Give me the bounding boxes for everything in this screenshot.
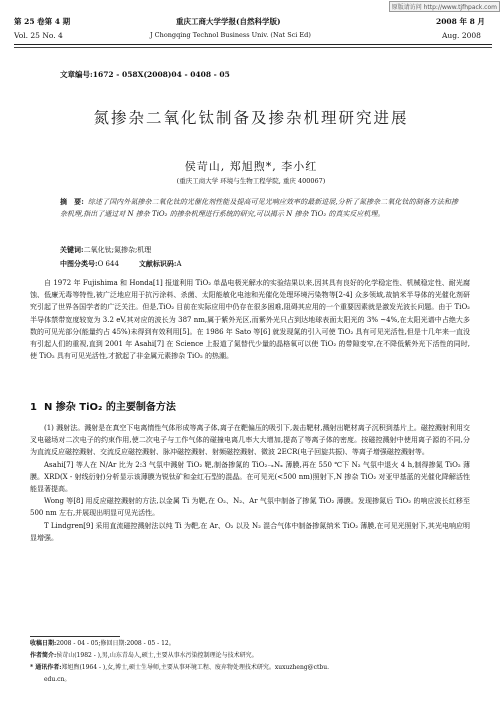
clc-value: O 644 [97,260,119,268]
header-rule [14,44,492,45]
corr-label: * 通讯作者: [30,664,62,671]
keywords [60,245,151,255]
classification [60,259,182,269]
abstract-text: 综述了国内外氮掺杂二氧化钛的光催化剂性能及提高可见光响应效率的最新进展,分析了氮掺杂二氧化钛的制备方法和掺杂机理,指出了通过对 N 掺杂 TiO₂ 的掺杂机理进行系统的研究,可以揭示 N 掺杂 TiO₂ 的真实反应机理。 [60,198,458,218]
doc-code-label: 文献标识码: [138,259,177,268]
header-volume-cn: 第 25 卷第 4 期 [14,17,71,26]
footnotes [30,638,470,686]
section-number: 1 [30,402,37,413]
watermark-stamp: 原版请访问 http://www.tjfhpack.com [389,1,500,12]
header-journal-en: J Chongqing Technol Business Univ. (Nat Sci Ed) [150,31,311,39]
keywords-label: 关键词: [60,245,84,254]
header-journal-cn: 重庆工商大学学报(自然科学版) [176,17,281,26]
abstract-label: 摘 要: [60,197,84,206]
paper-title: 氮掺杂二氧化钛制备及掺杂机理研究进展 [93,109,409,127]
affiliation: (重庆工商大学 环境与生物工程学院, 重庆 400067) [176,177,326,185]
doc-code-value: A [176,260,182,268]
lindgren-paragraph: T Lindgren[9] 采用直流磁控溅射法以纯 Ti 为靶,在 Ar、O₂ 以及 N₂ 混合气体中制备掺氮纳米 TiO₂ 薄膜,在可见光照射下,其光电响应明显增强。 [30,521,470,542]
article-number: 文章编号:1672 - 058X(2008)04 - 0408 - 05 [60,70,230,79]
received-text: 2008 - 04 - 05;修回日期:2008 - 05 - 12。 [56,640,175,647]
asahi-paragraph: Asahi[7] 等人在 N/Ar 比为 2:3 气氛中溅射 TiO₂ 靶,制备掺氮的 TiO₂₋ₓNₓ 薄膜,再在 550 ℃下 N₂ 气氛中退火 4 h,制得掺氮 TiO₂ 薄膜。XRD(X - 射线衍射)分析显示该薄膜为锐钛矿和金红石型的混晶。在可见光(<500 nm)照射下,N 掺杂 TiO₂ 对亚甲基蓝的光催化降解活性能显著提高。 [30,460,470,494]
section-title: N 掺杂 TiO₂ 的主要制备方法 [43,402,176,413]
footnote-author [30,650,470,662]
author-list: 侯苛山, 郑旭煦*, 李小红 [184,160,318,173]
abstract [60,196,458,220]
author-bio-text: 侯苛山(1982 - ),男,山东青岛人,硕士,主要从事水污染控制理论与技术研究。 [56,652,258,659]
author-bio-label: 作者简介: [30,652,57,659]
footnote-rule [30,636,120,637]
wong-paragraph: Wong 等[8] 用反应磁控溅射的方法,以金属 Ti 为靶,在 O₂、N₂、Ar 气氛中制备了掺氮 TiO₂ 薄膜。发现掺氮后 TiO₂ 的响应波长红移至 500 nm 左右,并展现出明显可见光活性。 [30,497,470,518]
header-volume-en: Vol. 25 No. 4 [14,31,63,40]
section-heading [30,398,176,413]
clc-label: 中图分类号: [60,259,98,268]
footnote-received [30,638,470,650]
keywords-text: 二氧化钛;氮掺杂;机理 [83,246,152,254]
intro-paragraph [30,277,470,362]
section-body [30,422,470,544]
corr-text: 郑旭煦(1964 - ),女,博士,硕士生导师,主要从事环境工程、废弃物处理技术研究。xuxuzheng@ctbu. [61,664,330,671]
intro-text: 自 1972 年 Fujishima 和 Honda[1] 报道利用 TiO₂ 单晶电极光解水的实验结果以来,因其具有良好的化学稳定性、机械稳定性、耐光腐蚀、低廉无毒等特性,被广泛地应用于抗污涂料、杀菌、太阳能敏化电池和光催化处理环境污染物等[2-4] 众多领域,故钠米半导体的光催化剂研究引起了世界各国学者的广泛关注。但是,TiO₂ 目前在实际应用中仍存在很多困难,阻碍其应用的一个重要因素就是激发光波长问题。由于 TiO₂ 半导体禁带宽度较宽为 3.2 eV,其对应的波长为 387 nm,属于紫外光区,而紫外光只占到达地球表面太阳光的 3% ~4%,在太阳光谱中占绝大多数的可见光部分(能量约占 45%)未得到有效利用[5]。在 1986 年 Sato 等[6] 就发现氮的引入可使 TiO₂ 具有可见光活性,但是十几年来一直没有引起人们的重视,直到 2001 年 Asahi[7] 在 Science 上报道了氮替代少量的晶格氧可以使 TiO₂ 的带隙变窄,在不降低紫外光下活性的同时,使 TiO₂ 具有可见光活性,才掀起了非金属元素掺杂 TiO₂ 的热潮。 [30,279,470,361]
header-rule-thin [14,47,492,48]
header-date-en: Aug. 2008 [442,31,481,40]
received-label: 收稿日期: [30,640,57,647]
footnote-corresponding [30,662,470,674]
footnote-email-cont: edu.cn。 [44,676,71,683]
header-date-cn: 2008 年 8 月 [436,17,485,26]
sputtering-paragraph: (1) 溅射法。溅射是在真空下电离惰性气体形成等离子体,离子在靶偏压的吸引下,轰击靶材,溅射出靶材离子沉积到基片上。磁控溅射利用交叉电磁场对二次电子的约束作用,使二次电子与工作气体的碰撞电离几率大大增加,提高了等离子体的密度。按磁控溅射中使用离子源的不同,分为直流反应磁控溅射、交流反应磁控溅射、脉冲磁控溅射、射频磁控溅射、微波 2ECR(电子回旋共振)、等离子增强磁控溅射等。 [30,424,470,457]
